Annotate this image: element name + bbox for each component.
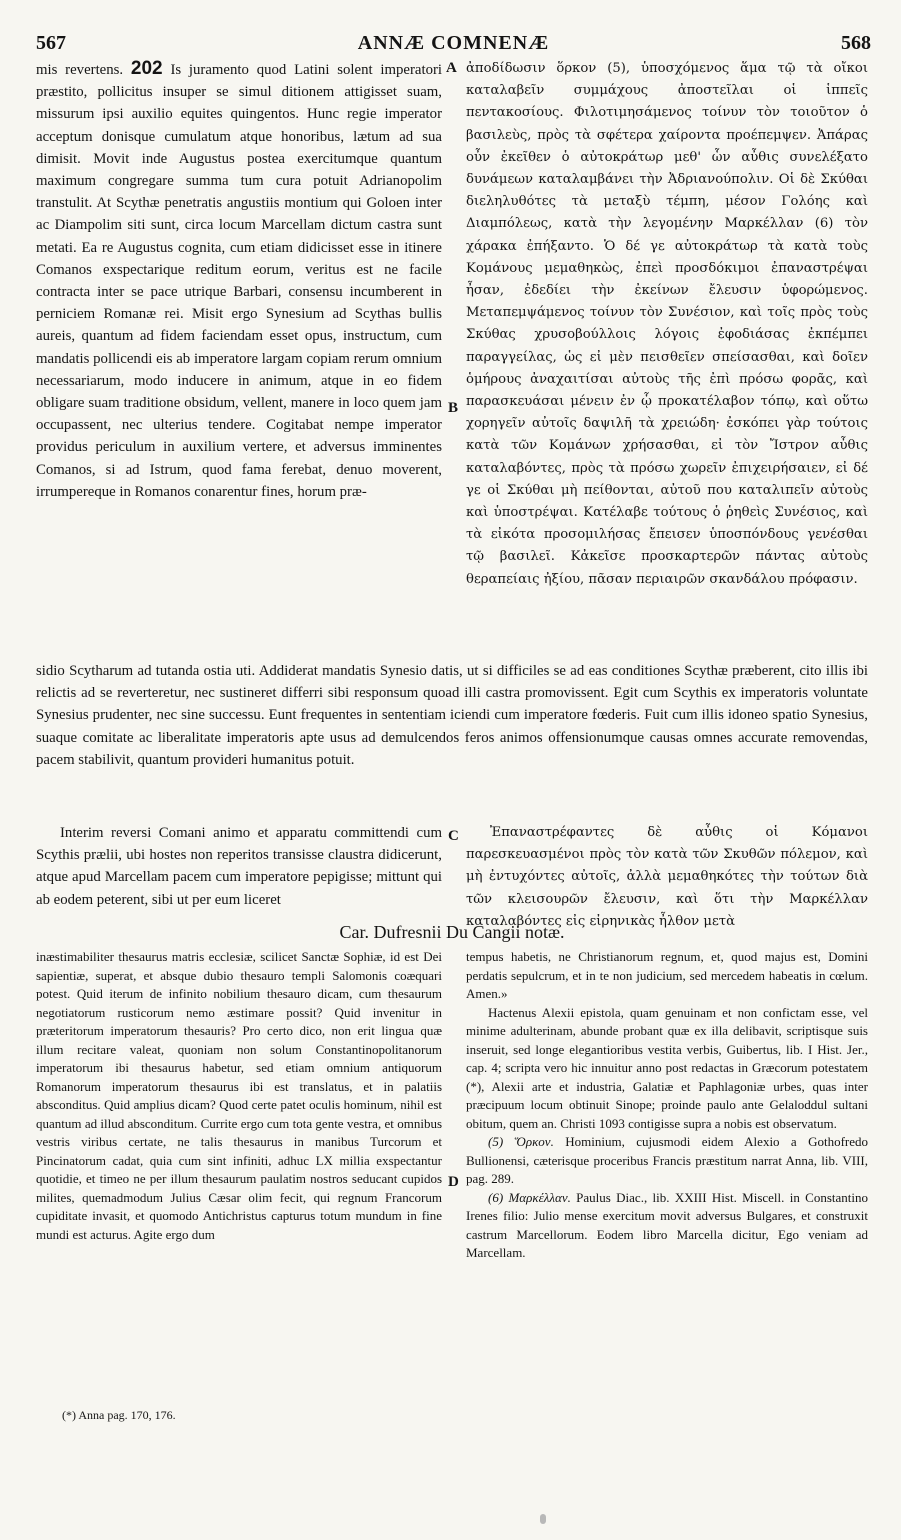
notes-heading: Car. Dufresnii Du Cangii notæ. <box>339 922 565 942</box>
greek-column-top <box>466 58 868 591</box>
note-6 <box>466 1189 868 1263</box>
page-number-left: 567 <box>36 32 66 54</box>
notes-right-p2: Hactenus Alexii epistola, quam genuinam et non confictam esse, vel minime adulterinam, abunde probant quæ ex illa delibavit, scriptisque suis inseruit, sed longe elegantioribus vestita verbis, Guibertus, lib. I Hist. Jer., cap. 4; scripta vero hic innuitur anno post redactas in Græcorum potestatem (*), Alexii arte et industria, Galatiæ et Paphlagoniæ urbes, quas inter præcipuum locum obtinuit Sinope; proinde paulo ante Gelaloddul sultani obitum, quem an. Christi 1093 contigisse supra a nobis est observatum. <box>466 1004 868 1131</box>
greek-top-text: ἀποδίδωσιν ὅρκον (5), ὑποσχόμενος ἅμα τῷ τὰ οἴκοι καταλαβεῖν συμμάχους ἀποστεῖλαι οἱ ἱππεῖς πεντακοσίους. Φιλοτιμησάμενος τοίνυν τὸν τοιοῦτον ὁ βασιλεὺς, πρὸς τὰ σφέτερα χαίροντα προέπεμψεν. Ἀπάρας οὖν ἐκεῖθεν ὁ αὐτοκράτωρ μεθ' ὧν αὖθις συνελέξατο δυνάμεων καταλαμβάνει τὴν Ἀδριανούπολιν. Οἱ δὲ Σκύθαι διεληλυθότες τὰ μεταξὺ τέμπη, μέσον Γολόης καὶ Διαμπόλεως, κατὰ τὴν λεγομένην Μαρκέλλαν (6) τὸν χάρακα ἐπήξαντο. Ὁ δέ γε αὐτοκράτωρ τὰ κατὰ τοὺς Κομάνους μεμαθηκὼς, ἐπεὶ προσδόκιμοι ἐπαναστρέψαι ἦσαν, ἐδεδίει τὴν ἐκείνων ἔλευσιν ὑφορώμενος. Μεταπεμψάμενος τοίνυν τὸν Συνέσιον, καὶ τοῖς πρὸς τοὺς Σκύθας χρυσοβούλλοις λόγοις ἐφοδιάσας ἐκπέμπει παραγγείλας, ὡς εἰ μὲν πεισθεῖεν σπείσασθαι, καὶ δοῖεν ὁμήρους ἀναχαιτίσαι αὐτοὺς τῆς ἐπὶ πρόσω φορᾶς, καὶ παρασκευάσαι μένειν ἐν ᾧ προκατέλαβον τόπῳ, καὶ οὕτω χορηγεῖν αὐτοῖς δαψιλῆ τὰ χρειώδη· ἐσκόπει γὰρ τούτοις κατὰ τῶν Κομάνων χρήσασθαι, εἰ τὸν Ἴστρον αὖθις καταλαβόντες, πρὸς τὰ πρόσω χωρεῖν ἐπιχειρήσαιεν, εἰ δέ γε οἱ Σκύθαι μὴ πείθονται, αὐτοῦ που καταλιπεῖν αὐτοὺς καὶ ὑποστρέψαι. Κατέλαβε τούτους ὁ ῥηθεὶς Συνέσιος, καὶ τὰ εἰκότα προσομιλήσας ἔπεισεν ὑποσπόνδους γενέσθαι τῷ βασιλεῖ. Κἀκεῖσε προσκαρτερῶν πάντας αὐτοὺς θεραπείαις ἠξίου, πᾶσαν περιαιρῶν σκανδάλου πρόφασιν. <box>466 61 868 587</box>
column-marker-b: B <box>448 400 459 416</box>
column-marker-a: A <box>446 60 457 76</box>
latin-full-width-text <box>36 660 868 771</box>
note-5-label: (5) Ὅρκον. <box>488 1134 554 1149</box>
latin-full-paragraph: sidio Scytharum ad tutanda ostia uti. Addiderat mandatis Synesio datis, ut si difficiles se ad eas conditiones Scythæ præberent, cito illis ibi relictis ad se reverteretur, nec sustineret differri sibi responsum quoad illi castra promovissent. Egit cum Scythis ex imperatoris voluntate Synesius prudenter, nec sine successu. Eunt frequentes in sententiam iciendi cum imperatore fœderis. Fuit cum illis idoneo spatio Synesius, suaque comitate ac liberalitate imperatoris apte usus ad demulcendos feros animos offensionumque causas omnes accurate removendas, pacem stabilivit, quantum provideri humanitus potuit. <box>36 663 868 768</box>
running-title: ANNÆ COMNENÆ <box>357 32 550 54</box>
note-5-text: Hominium, cujusmodi eidem Alexio a Gothofredo Bullionensi, cæterisque proceribus Francis præstitum narrat Anna, lib. VIII, pag. 289. <box>466 1134 869 1186</box>
notes-left-column <box>36 948 442 1244</box>
notes-left-text: inæstimabiliter thesaurus matris ecclesiæ, scilicet Sanctæ Sophiæ, id est Dei sapientiæ, superat, et absque dubio thesauro templi Salomonis coæquari potest. Quid iterum de infinito nobilium thesauro dicam, cum thesaurum negotiatorum rusticorum nemo æstimare possit? Quid invenitur in præteritorum imperatorum thesauris? Pro certo dico, non erit lingua quæ illum recitare valeat, quoniam non solum Constantinopolitanorum imperatorum ibi thesaurus habetur, sed etiam omnium antiquorum Romanorum imperatorum thesaurus ibi est translatus, et in palatiis absconditus. Quid amplius dicam? Quod certe patet oculis hominum, nihil est quantum ad illud absconditum. Currite ergo cum tota gente vestra, et omnibus vestris viribus certate, ne talis thesaurus in manibus Turcorum et Pincinatorum cadat, quia cum sint infiniti, adhuc LX millia exspectantur quotidie, et timeo ne per illum thesaurum paulatim nostros seducant cupidos milites, quemadmodum Julius Cæsar olim fecit, qui regnum Francorum cupiditate invasit, et quomodo Antichristus capturus totum mundum in fine mundi est acturus. Agite ergo dum <box>36 949 442 1242</box>
page-number-right: 568 <box>841 32 871 54</box>
note-6-label: (6) Μαρκέλλαν. <box>488 1189 571 1205</box>
latin-column-top <box>36 58 442 503</box>
latin-column-middle <box>36 822 442 911</box>
notes-right-column <box>466 948 868 1263</box>
note-5 <box>466 1133 868 1189</box>
column-marker-c: C <box>448 828 459 844</box>
note-6-text: Paulus Diac., lib. XXIII Hist. Miscell. in Constantino Irenes filio: Julio mense exercitum movit adversus Bulgares, et construxit castrum Marcellorum. Eodem libro Marcella dicitur, Ego veniam ad Marcellam. <box>466 1189 868 1260</box>
running-header <box>36 32 871 58</box>
paper-speck <box>540 1514 546 1524</box>
latin-top-lead: mis revertens. <box>36 62 124 78</box>
latin-mid-text: Interim reversi Comani animo et apparatu committendi cum Scythis prælii, ubi hostes non reperitos transisse claustra didicerunt, atque apud Marcellam pacem cum imperatore pepigisse; mittunt qui ab eodem peterent, sibi ut per eum liceret <box>36 825 442 908</box>
notes-right-p1: tempus habetis, ne Christianorum regnum, et, quod majus est, Domini perdatis sepulcrum, et in te non judicium, sed mercedem habeatis in cœlum. Amen.» <box>466 949 868 1001</box>
footnote: (*) Anna pag. 170, 176. <box>62 1408 176 1422</box>
section-number: 202 <box>130 58 163 79</box>
latin-top-text: Is juramento quod Latini solent imperatori præstito, pollicitus insuper se simul ditionem attigisset suam, missurum ipsi auxilio equites quingentos. Hunc regie imperator acceptum donisque cumulatum atque honoribus, lætum ad sua dimisit. Movit inde Augustus postea exercitumque quantum maximum congregare summa tum cura potuit Adrianopolim transtulit. At Scythæ penetratis angustiis montium qui Goloen inter ac Diampolim siti sunt, circa locum Marcellam dictum castra sunt metati. Ea re Augustus cognita, cum etiam didicisset esse in itinere Comanos exspectarique reditum eorum, veritus est ne facile contracta inter se pace utrique Barbari, consensu incumberent in perniciem Romanæ rei. Misit ergo Synesium ad Scythas bullis aureis, quantum ad fidem faciendam esset opus, instructum, cum mandatis pollicendi eis ab imperatore largam copiam rerum omnium necessariarum, modo inducere in animum, atque in eo fidem obligare suam traditione obsidum, vellent, manere in loco quem jam occupassent, nec ulterius tendere. Cogitabat nempe imperator providus periculum in auxilium vertere, et adversus imminentes Comanos, si ad Istrum, quod fama ferebat, denuo moverent, irrumpereque in Romanos conarentur fines, horum præ- <box>36 62 443 500</box>
greek-mid-text: Ἐπαναστρέφαντες δὲ αὖθις οἱ Κόμανοι παρεσκευασμένοι πρὸς τὸν κατὰ τῶν Σκυθῶν πόλεμον, καὶ μὴ ἐντυχόντες αὐτοῖς, ἀλλὰ μεμαθηκότες τὴν τούτων διὰ τῶν κλεισουρῶν ἔλευσιν, καὶ ὅτι τὴν Μαρκέλλαν καταλαβόντες εἰς εἰρηνικὰς ἦλθον μετὰ <box>466 825 868 929</box>
column-marker-d: D <box>448 1174 459 1190</box>
greek-column-middle <box>466 822 868 933</box>
